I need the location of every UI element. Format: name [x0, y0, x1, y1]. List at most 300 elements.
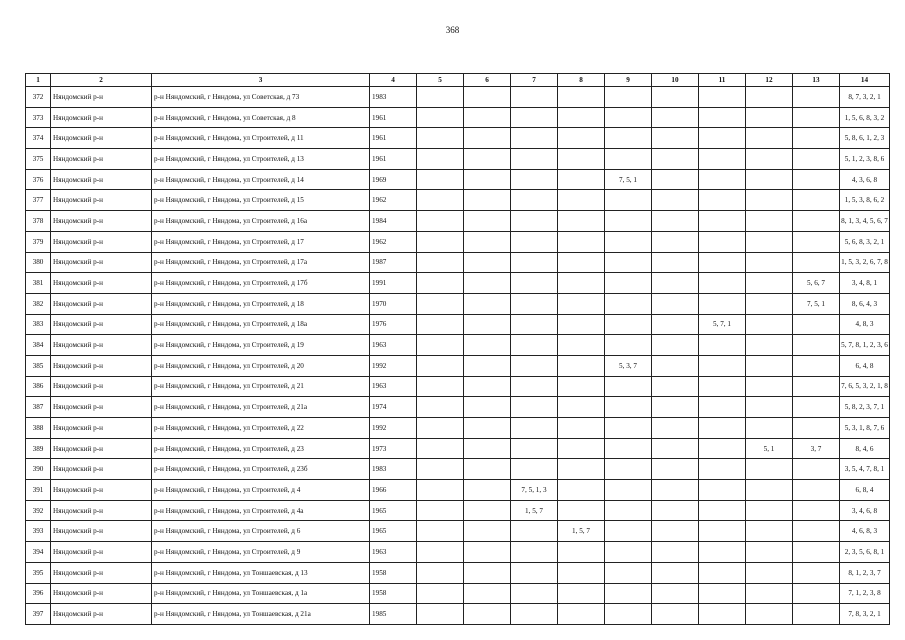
- col7-cell: [511, 149, 558, 170]
- address-cell: р-н Няндомский, г Няндома, ул Строителей, д 18а: [152, 314, 370, 335]
- year-cell: 1970: [370, 293, 417, 314]
- col6-cell: [464, 438, 511, 459]
- col12-cell: [746, 418, 793, 439]
- district-cell: Няндомский р-н: [51, 480, 152, 501]
- col14-cell: 6, 8, 4: [840, 480, 890, 501]
- column-header-10: 10: [652, 74, 699, 87]
- col11-cell: [699, 190, 746, 211]
- col7-cell: [511, 542, 558, 563]
- col5-cell: [417, 211, 464, 232]
- year-cell: 1974: [370, 397, 417, 418]
- column-header-12: 12: [746, 74, 793, 87]
- col11-cell: [699, 335, 746, 356]
- col5-cell: [417, 438, 464, 459]
- col8-cell: [558, 107, 605, 128]
- table-row: [26, 562, 890, 583]
- col5-cell: [417, 335, 464, 356]
- col9-cell: 5, 3, 7: [605, 355, 652, 376]
- col11-cell: [699, 252, 746, 273]
- col8-cell: [558, 459, 605, 480]
- col14-cell: 3, 4, 8, 1: [840, 273, 890, 294]
- col14-cell: 3, 4, 6, 8: [840, 500, 890, 521]
- district-cell: Няндомский р-н: [51, 252, 152, 273]
- col8-cell: [558, 169, 605, 190]
- col14-cell: 8, 4, 6: [840, 438, 890, 459]
- col14-cell: 7, 6, 5, 3, 2, 1, 8: [840, 376, 890, 397]
- col14-cell: 5, 6, 8, 3, 2, 1: [840, 231, 890, 252]
- col7-cell: [511, 87, 558, 108]
- col9-cell: 7, 5, 1: [605, 169, 652, 190]
- col9-cell: [605, 480, 652, 501]
- district-cell: Няндомский р-н: [51, 562, 152, 583]
- col12-cell: [746, 107, 793, 128]
- row-number: 389: [26, 438, 51, 459]
- row-number: 380: [26, 252, 51, 273]
- table-row: [26, 314, 890, 335]
- col10-cell: [652, 335, 699, 356]
- col11-cell: [699, 542, 746, 563]
- col6-cell: [464, 107, 511, 128]
- row-number: 377: [26, 190, 51, 211]
- col5-cell: [417, 418, 464, 439]
- address-cell: р-н Няндомский, г Няндома, ул Строителей, д 17б: [152, 273, 370, 294]
- address-cell: р-н Няндомский, г Няндома, ул Строителей, д 18: [152, 293, 370, 314]
- col9-cell: [605, 604, 652, 625]
- district-cell: Няндомский р-н: [51, 418, 152, 439]
- col12-cell: [746, 231, 793, 252]
- col13-cell: 3, 7: [793, 438, 840, 459]
- col8-cell: [558, 128, 605, 149]
- col13-cell: [793, 149, 840, 170]
- col7-cell: [511, 314, 558, 335]
- district-cell: Няндомский р-н: [51, 314, 152, 335]
- col11-cell: [699, 293, 746, 314]
- col8-cell: [558, 562, 605, 583]
- col7-cell: [511, 438, 558, 459]
- col13-cell: [793, 604, 840, 625]
- col14-cell: 3, 5, 4, 7, 8, 1: [840, 459, 890, 480]
- table-row: [26, 231, 890, 252]
- col6-cell: [464, 583, 511, 604]
- table-row: [26, 418, 890, 439]
- col7-cell: [511, 273, 558, 294]
- col5-cell: [417, 87, 464, 108]
- col12-cell: [746, 190, 793, 211]
- col9-cell: [605, 376, 652, 397]
- table-row: [26, 293, 890, 314]
- year-cell: 1965: [370, 500, 417, 521]
- address-cell: р-н Няндомский, г Няндома, ул Советская, д 73: [152, 87, 370, 108]
- col7-cell: [511, 211, 558, 232]
- year-cell: 1963: [370, 542, 417, 563]
- row-number: 384: [26, 335, 51, 356]
- col9-cell: [605, 335, 652, 356]
- col9-cell: [605, 562, 652, 583]
- table-row: [26, 480, 890, 501]
- col5-cell: [417, 521, 464, 542]
- table-row: [26, 376, 890, 397]
- col9-cell: [605, 149, 652, 170]
- col10-cell: [652, 604, 699, 625]
- year-cell: 1965: [370, 521, 417, 542]
- district-cell: Няндомский р-н: [51, 335, 152, 356]
- column-header-9: 9: [605, 74, 652, 87]
- column-header-14: 14: [840, 74, 890, 87]
- row-number: 378: [26, 211, 51, 232]
- col6-cell: [464, 87, 511, 108]
- col5-cell: [417, 376, 464, 397]
- col8-cell: [558, 252, 605, 273]
- col14-cell: 5, 3, 1, 8, 7, 6: [840, 418, 890, 439]
- col6-cell: [464, 252, 511, 273]
- district-cell: Няндомский р-н: [51, 355, 152, 376]
- col10-cell: [652, 252, 699, 273]
- col11-cell: [699, 128, 746, 149]
- district-cell: Няндомский р-н: [51, 211, 152, 232]
- col9-cell: [605, 583, 652, 604]
- col7-cell: [511, 376, 558, 397]
- col14-cell: 5, 8, 6, 1, 2, 3: [840, 128, 890, 149]
- col14-cell: 8, 7, 3, 2, 1: [840, 87, 890, 108]
- col13-cell: [793, 562, 840, 583]
- table-row: [26, 604, 890, 625]
- col10-cell: [652, 107, 699, 128]
- col11-cell: [699, 231, 746, 252]
- col11-cell: [699, 376, 746, 397]
- col13-cell: [793, 128, 840, 149]
- col10-cell: [652, 459, 699, 480]
- col8-cell: [558, 190, 605, 211]
- col13-cell: [793, 355, 840, 376]
- year-cell: 1969: [370, 169, 417, 190]
- col9-cell: [605, 211, 652, 232]
- col14-cell: 5, 7, 8, 1, 2, 3, 6: [840, 335, 890, 356]
- col10-cell: [652, 480, 699, 501]
- table-row: [26, 521, 890, 542]
- col13-cell: [793, 107, 840, 128]
- col5-cell: [417, 562, 464, 583]
- year-cell: 1963: [370, 335, 417, 356]
- table-row: [26, 87, 890, 108]
- col8-cell: [558, 273, 605, 294]
- col9-cell: [605, 190, 652, 211]
- col12-cell: [746, 562, 793, 583]
- col9-cell: [605, 252, 652, 273]
- address-cell: р-н Няндомский, г Няндома, ул Строителей, д 21а: [152, 397, 370, 418]
- col12-cell: [746, 314, 793, 335]
- col12-cell: [746, 128, 793, 149]
- col10-cell: [652, 169, 699, 190]
- col10-cell: [652, 355, 699, 376]
- row-number: 396: [26, 583, 51, 604]
- col7-cell: [511, 562, 558, 583]
- district-cell: Няндомский р-н: [51, 273, 152, 294]
- col6-cell: [464, 128, 511, 149]
- column-header-1: 1: [26, 74, 51, 87]
- col6-cell: [464, 169, 511, 190]
- address-cell: р-н Няндомский, г Няндома, ул Строителей, д 14: [152, 169, 370, 190]
- col14-cell: 6, 4, 8: [840, 355, 890, 376]
- col8-cell: [558, 211, 605, 232]
- district-cell: Няндомский р-н: [51, 107, 152, 128]
- col8-cell: [558, 583, 605, 604]
- table-row: [26, 107, 890, 128]
- col5-cell: [417, 314, 464, 335]
- address-cell: р-н Няндомский, г Няндома, ул Строителей, д 22: [152, 418, 370, 439]
- col11-cell: [699, 355, 746, 376]
- col7-cell: [511, 252, 558, 273]
- col10-cell: [652, 397, 699, 418]
- col13-cell: [793, 418, 840, 439]
- year-cell: 1962: [370, 190, 417, 211]
- col5-cell: [417, 542, 464, 563]
- row-number: 381: [26, 273, 51, 294]
- col6-cell: [464, 562, 511, 583]
- table-header-row: [26, 74, 890, 87]
- col10-cell: [652, 521, 699, 542]
- year-cell: 1961: [370, 107, 417, 128]
- col14-cell: 1, 5, 3, 8, 6, 2: [840, 190, 890, 211]
- col7-cell: [511, 107, 558, 128]
- col5-cell: [417, 293, 464, 314]
- row-number: 386: [26, 376, 51, 397]
- district-cell: Няндомский р-н: [51, 604, 152, 625]
- col7-cell: [511, 604, 558, 625]
- address-cell: р-н Няндомский, г Няндома, ул Тоншаевская, д 13: [152, 562, 370, 583]
- col7-cell: [511, 169, 558, 190]
- page-number: 368: [445, 25, 460, 35]
- address-cell: р-н Няндомский, г Няндома, ул Строителей, д 16а: [152, 211, 370, 232]
- col13-cell: 5, 6, 7: [793, 273, 840, 294]
- address-cell: р-н Няндомский, г Няндома, ул Строителей, д 15: [152, 190, 370, 211]
- col12-cell: [746, 211, 793, 232]
- col9-cell: [605, 438, 652, 459]
- address-cell: р-н Няндомский, г Няндома, ул Строителей, д 4: [152, 480, 370, 501]
- district-cell: Няндомский р-н: [51, 438, 152, 459]
- col8-cell: 1, 5, 7: [558, 521, 605, 542]
- col9-cell: [605, 459, 652, 480]
- col5-cell: [417, 190, 464, 211]
- col12-cell: [746, 376, 793, 397]
- col14-cell: 7, 8, 3, 2, 1: [840, 604, 890, 625]
- col12-cell: [746, 149, 793, 170]
- col10-cell: [652, 211, 699, 232]
- row-number: 390: [26, 459, 51, 480]
- address-cell: р-н Няндомский, г Няндома, ул Строителей, д 20: [152, 355, 370, 376]
- col7-cell: [511, 355, 558, 376]
- col8-cell: [558, 418, 605, 439]
- district-cell: Няндомский р-н: [51, 190, 152, 211]
- table-row: [26, 438, 890, 459]
- col11-cell: [699, 107, 746, 128]
- col12-cell: [746, 542, 793, 563]
- col14-cell: 7, 1, 2, 3, 8: [840, 583, 890, 604]
- col12-cell: [746, 604, 793, 625]
- col7-cell: [511, 190, 558, 211]
- col5-cell: [417, 459, 464, 480]
- col6-cell: [464, 355, 511, 376]
- col6-cell: [464, 231, 511, 252]
- col8-cell: [558, 604, 605, 625]
- district-cell: Няндомский р-н: [51, 397, 152, 418]
- col6-cell: [464, 459, 511, 480]
- col8-cell: [558, 438, 605, 459]
- address-cell: р-н Няндомский, г Няндома, ул Строителей, д 21: [152, 376, 370, 397]
- table-row: [26, 149, 890, 170]
- col9-cell: [605, 273, 652, 294]
- col5-cell: [417, 604, 464, 625]
- year-cell: 1966: [370, 480, 417, 501]
- col11-cell: [699, 397, 746, 418]
- year-cell: 1992: [370, 418, 417, 439]
- table-row: [26, 273, 890, 294]
- table-row: [26, 190, 890, 211]
- table-row: [26, 500, 890, 521]
- col7-cell: [511, 293, 558, 314]
- col8-cell: [558, 500, 605, 521]
- col7-cell: [511, 459, 558, 480]
- address-cell: р-н Няндомский, г Няндома, ул Строителей, д 17: [152, 231, 370, 252]
- row-number: 391: [26, 480, 51, 501]
- col9-cell: [605, 107, 652, 128]
- col12-cell: [746, 273, 793, 294]
- col10-cell: [652, 376, 699, 397]
- table-row: [26, 583, 890, 604]
- col8-cell: [558, 376, 605, 397]
- district-cell: Няндомский р-н: [51, 128, 152, 149]
- col11-cell: [699, 500, 746, 521]
- col13-cell: [793, 190, 840, 211]
- col8-cell: [558, 542, 605, 563]
- col11-cell: [699, 87, 746, 108]
- col10-cell: [652, 583, 699, 604]
- col8-cell: [558, 231, 605, 252]
- col12-cell: [746, 169, 793, 190]
- col7-cell: [511, 231, 558, 252]
- col6-cell: [464, 190, 511, 211]
- district-cell: Няндомский р-н: [51, 500, 152, 521]
- row-number: 375: [26, 149, 51, 170]
- col10-cell: [652, 87, 699, 108]
- col11-cell: 5, 7, 1: [699, 314, 746, 335]
- col11-cell: [699, 604, 746, 625]
- col9-cell: [605, 87, 652, 108]
- col12-cell: [746, 459, 793, 480]
- col12-cell: [746, 480, 793, 501]
- table-row: [26, 335, 890, 356]
- year-cell: 1987: [370, 252, 417, 273]
- year-cell: 1973: [370, 438, 417, 459]
- col9-cell: [605, 521, 652, 542]
- address-cell: р-н Няндомский, г Няндома, ул Тоншаевская, д 21а: [152, 604, 370, 625]
- col8-cell: [558, 480, 605, 501]
- col6-cell: [464, 376, 511, 397]
- column-header-13: 13: [793, 74, 840, 87]
- col6-cell: [464, 480, 511, 501]
- col14-cell: 4, 3, 6, 8: [840, 169, 890, 190]
- col5-cell: [417, 500, 464, 521]
- col13-cell: 7, 5, 1: [793, 293, 840, 314]
- year-cell: 1963: [370, 376, 417, 397]
- col13-cell: [793, 459, 840, 480]
- row-number: 382: [26, 293, 51, 314]
- col7-cell: [511, 397, 558, 418]
- year-cell: 1961: [370, 149, 417, 170]
- row-number: 394: [26, 542, 51, 563]
- col9-cell: [605, 128, 652, 149]
- col13-cell: [793, 87, 840, 108]
- district-cell: Няндомский р-н: [51, 542, 152, 563]
- column-header-3: 3: [152, 74, 370, 87]
- column-header-2: 2: [51, 74, 152, 87]
- col11-cell: [699, 459, 746, 480]
- col11-cell: [699, 169, 746, 190]
- col14-cell: 8, 1, 3, 4, 5, 6, 7: [840, 211, 890, 232]
- table-row: [26, 542, 890, 563]
- col5-cell: [417, 169, 464, 190]
- col11-cell: [699, 480, 746, 501]
- col5-cell: [417, 128, 464, 149]
- col6-cell: [464, 542, 511, 563]
- col13-cell: [793, 211, 840, 232]
- row-number: 385: [26, 355, 51, 376]
- address-cell: р-н Няндомский, г Няндома, ул Строителей, д 23б: [152, 459, 370, 480]
- col8-cell: [558, 335, 605, 356]
- year-cell: 1958: [370, 583, 417, 604]
- column-header-8: 8: [558, 74, 605, 87]
- col6-cell: [464, 273, 511, 294]
- col13-cell: [793, 231, 840, 252]
- table-row: [26, 169, 890, 190]
- col7-cell: [511, 128, 558, 149]
- col11-cell: [699, 583, 746, 604]
- col13-cell: [793, 335, 840, 356]
- address-cell: р-н Няндомский, г Няндома, ул Тоншаевская, д 1а: [152, 583, 370, 604]
- col11-cell: [699, 149, 746, 170]
- col7-cell: 7, 5, 1, 3: [511, 480, 558, 501]
- year-cell: 1992: [370, 355, 417, 376]
- col5-cell: [417, 273, 464, 294]
- column-header-4: 4: [370, 74, 417, 87]
- col10-cell: [652, 231, 699, 252]
- district-cell: Няндомский р-н: [51, 87, 152, 108]
- year-cell: 1976: [370, 314, 417, 335]
- address-cell: р-н Няндомский, г Няндома, ул Советская, д 8: [152, 107, 370, 128]
- district-cell: Няндомский р-н: [51, 583, 152, 604]
- col8-cell: [558, 293, 605, 314]
- year-cell: 1983: [370, 87, 417, 108]
- row-number: 383: [26, 314, 51, 335]
- row-number: 388: [26, 418, 51, 439]
- table-row: [26, 397, 890, 418]
- col9-cell: [605, 500, 652, 521]
- table-body: [26, 87, 890, 625]
- col11-cell: [699, 211, 746, 232]
- col9-cell: [605, 314, 652, 335]
- col12-cell: [746, 335, 793, 356]
- col13-cell: [793, 542, 840, 563]
- col13-cell: [793, 397, 840, 418]
- col12-cell: [746, 293, 793, 314]
- col12-cell: [746, 583, 793, 604]
- col9-cell: [605, 293, 652, 314]
- col10-cell: [652, 438, 699, 459]
- col7-cell: [511, 418, 558, 439]
- col14-cell: 2, 3, 5, 6, 8, 1: [840, 542, 890, 563]
- col6-cell: [464, 314, 511, 335]
- address-cell: р-н Няндомский, г Няндома, ул Строителей, д 13: [152, 149, 370, 170]
- col10-cell: [652, 418, 699, 439]
